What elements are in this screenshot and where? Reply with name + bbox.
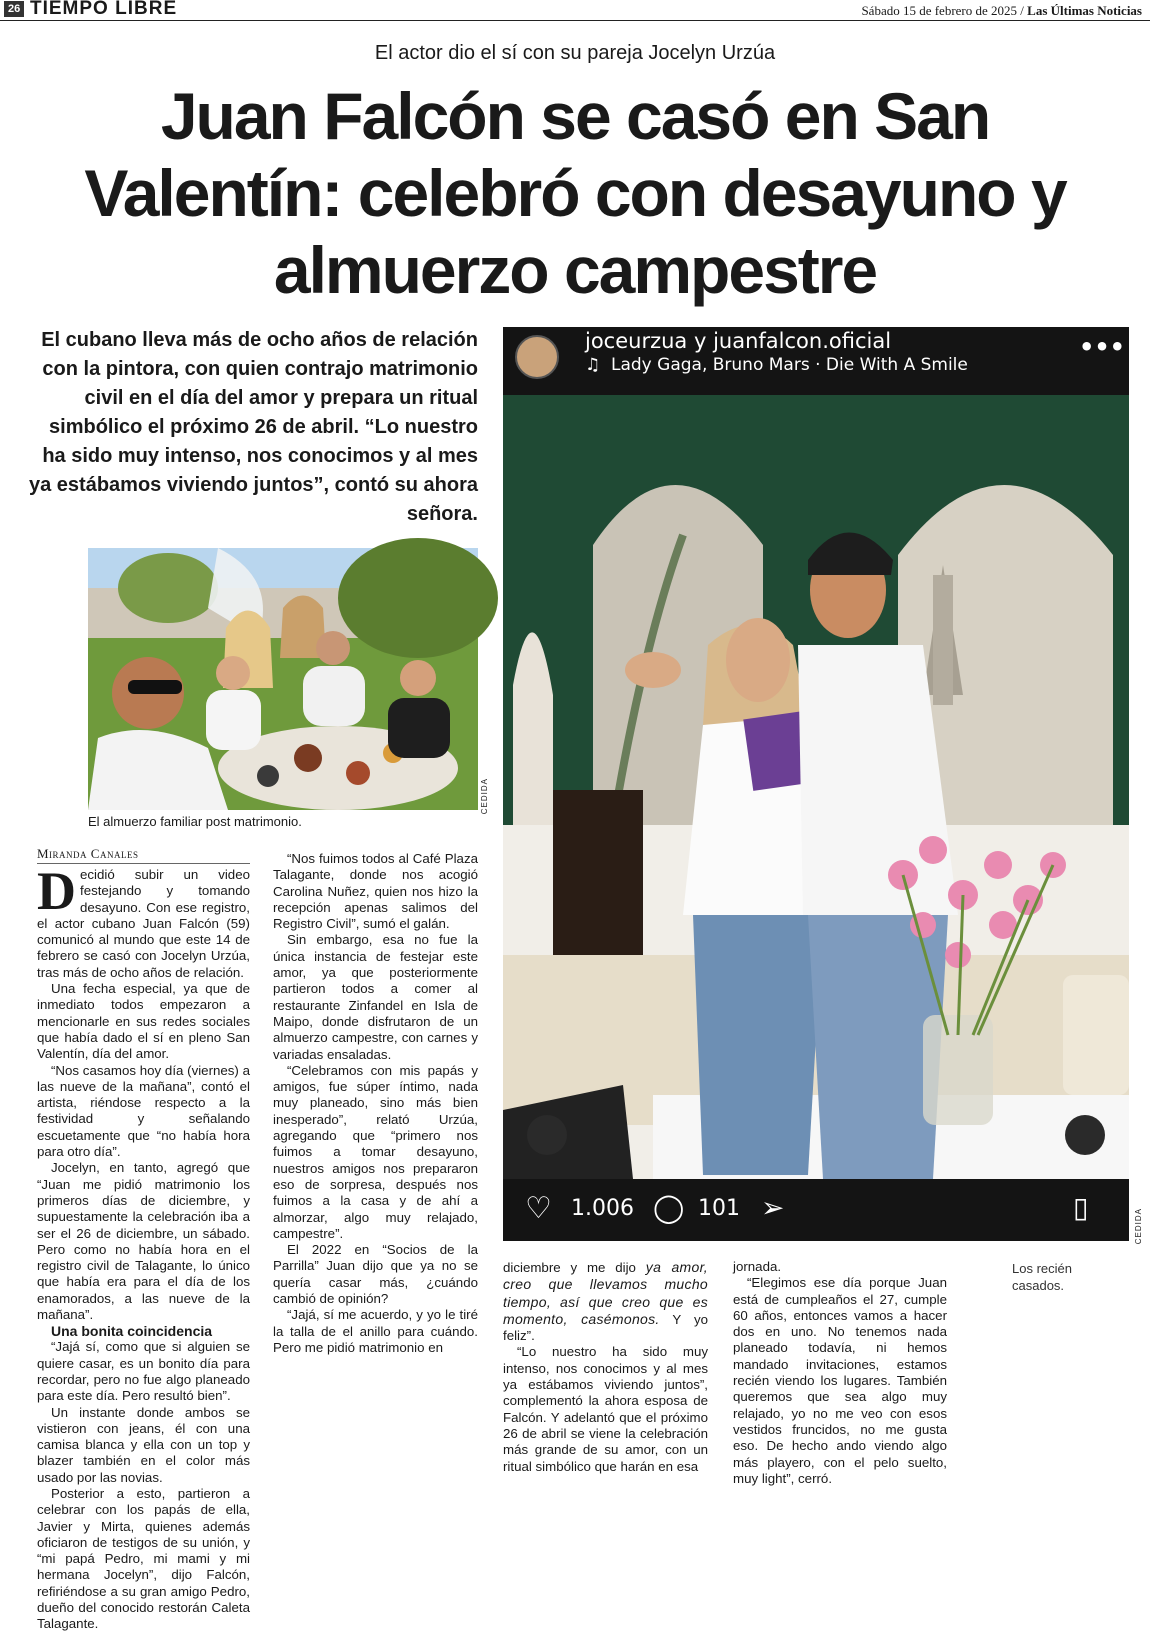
body-column-3 (503, 1259, 708, 1474)
paragraph: Una fecha especial, ya que de inmediato todos empezaron a mencionarle en sus redes sociales que había dado el sí en pleno San Valentín, día del amor. (37, 981, 250, 1062)
quote-italic: ya amor, creo que llevamos mucho tiempo, así que creo que es momento, casémonos. (503, 1259, 708, 1327)
comment-icon[interactable]: ◯ (653, 1191, 685, 1224)
comment-count: 101 (698, 1196, 740, 1221)
paragraph: “Nos fuimos todos al Café Plaza Talagante, donde nos acogió Carolina Nuñez, quien nos hizo la recepción apenas salimos del Registro Civil”, sumó el galán. (273, 851, 478, 932)
section-title: TIEMPO LIBRE (30, 0, 178, 19)
instagram-post-header (503, 327, 1129, 395)
share-icon[interactable]: ➢ (761, 1191, 785, 1224)
publication-name: Las Últimas Noticias (1027, 3, 1142, 18)
article-lead: El cubano lleva más de ocho años de relación con la pintora, con quien contrajo matrimonio civil en el día del amor y prepara un ritual simbólico el próximo 26 de abril. “Lo nuestro ha sido muy intenso, nos conocimos y al mes ya estábamos viviendo juntos”, contó su ahora señora. (29, 329, 478, 525)
body-column-4 (733, 1259, 947, 1486)
music-note-icon: ♫ (585, 355, 601, 375)
couple-photo (503, 395, 1129, 1179)
article-headline: Juan Falcón se casó en San Valentín: celebró con desayuno y almuerzo campestre (84, 79, 1066, 307)
paragraph: Sin embargo, esa no fue la única instancia de festejar este amor, ya que posteriormente partieron todos a comer al restaurante Zinfandel en Isla de Maipo, donde disfrutaron de un almuerzo campestre, con carnes y variadas ensaladas. (273, 932, 478, 1062)
paragraph-text: Y yo feliz”. (503, 1311, 708, 1344)
body-column-2 (273, 851, 478, 1470)
paragraph: El 2022 en “Socios de la Parrilla” Juan dijo que ya no se quería casar más, ¿cuándo cambió de opinión? (273, 1242, 478, 1307)
instagram-action-bar (503, 1179, 1129, 1241)
like-count: 1.006 (571, 1196, 634, 1221)
body-column-1 (37, 861, 250, 1632)
photo1-credit: CEDIDA (480, 778, 489, 815)
paragraph (503, 1259, 708, 1344)
like-heart-icon[interactable]: ♡ (525, 1191, 552, 1226)
drop-cap: D (37, 861, 76, 921)
lunch-photo (88, 548, 478, 810)
bookmark-icon[interactable]: ▯ (1073, 1191, 1089, 1224)
paragraph: Un instante donde ambos se vistieron con jeans, él con una camisa blanca y ella con un top y blazer también en el color más usado por las novias. (37, 1404, 250, 1485)
avatar (515, 335, 559, 379)
paragraph-text: diciembre y me dijo (503, 1260, 646, 1275)
paragraph: “Jajá sí, como que si alguien se quiere casar, es un bonito día para recordar, pero no fue algo planeado para este día. Pero resultó bien”. (37, 1339, 250, 1404)
paragraph: “Lo nuestro ha sido muy intenso, nos conocimos y al mes ya estábamos viviendo juntos”, complementó la ahora esposa de Falcón. Y adelantó que el próximo 26 de abril se viene la celebración más grande de su amor, con un ritual simbólico que harán en esa (503, 1344, 708, 1474)
author-name: Miranda Canales (37, 846, 139, 861)
paragraph: Jocelyn, en tanto, agregó que “Juan me pidió matrimonio los primeros días de diciembre, y supuestamente la celebración iba a ser el 26 de diciembre, un sábado. Pero como no había hora en el registro civil de Talagante, lo único que había era para el día de los enamorados, a las nueve de la mañana”. (37, 1160, 250, 1323)
photo1-caption: El almuerzo familiar post matrimonio. (88, 814, 302, 829)
paragraph: Posterior a esto, partieron a celebrar con los papás de ella, Javier y Mirta, quienes además oficiaron de testigos de su unión, y “mi papá Pedro, mi mami y mi hermana Jocelyn”, dijo Falcón, refiriéndose a su gran amigo Pedro, dueño del conocido restorán Caleta Talagante. (37, 1485, 250, 1632)
instagram-song: Lady Gaga, Bruno Mars · Die With A Smile (611, 355, 968, 375)
paragraph: “Nos casamos hoy día (viernes) a las nueve de la mañana”, contó el artista, riéndose respecto a la festividad y señalando escuetamente que “no había hora para otro día”. (37, 1062, 250, 1160)
page-number: 26 (4, 1, 24, 17)
paragraph: “Celebramos con mis papás y amigos, fue súper íntimo, nada muy planeado, sino más bien inesperado”, relató Urzúa, agregando que “primero nos fuimos a tomar desayuno, nuestros amigos nos prepararon eso de sorpresa, después nos fuimos a la casa y de ahí a almorzar, algo muy relajado, campestre”. (273, 1062, 478, 1241)
more-options-icon: ••• (1079, 333, 1126, 361)
issue-date: Sábado 15 de febrero de 2025 (861, 3, 1018, 18)
dateline (861, 3, 1142, 19)
article-kicker: El actor dio el sí con su pareja Jocelyn Urzúa (374, 42, 776, 64)
photo2-caption: Los recién casados. (1012, 1261, 1072, 1293)
paragraph: “Elegimos ese día porque Juan está de cumpleaños el 27, cumple 60 años, entonces vamos a hacer dos en uno. No tenemos nada planeado todavía, ni hemos mandado invitaciones, estamos recién viendo los lugares. También queremos que sea algo muy relajado, yo no me veo con esos vestidos fruncidos, no me gusta eso. De hecho ando viendo algo más playero, con el pelo suelto, muy light”, cerró. (733, 1275, 947, 1486)
subheading: Una bonita coincidencia (51, 1323, 213, 1340)
photo2-credit: CEDIDA (1134, 1208, 1143, 1245)
paragraph: ecidió subir un video festejando y tomando desayuno. Con ese registro, el actor cubano Juan Falcón (59) comunicó al mundo que este 14 de febrero se casó con Jocelyn Urzúa, tras más de ocho años de relación. (37, 867, 250, 980)
instagram-usernames: joceurzua y juanfalcon.oficial (585, 329, 892, 353)
dateline-separator: / (1020, 3, 1024, 18)
instagram-post (503, 327, 1129, 1241)
paragraph: jornada. (733, 1259, 782, 1274)
paragraph: “Jajá, sí me acuerdo, y yo le tiré la talla de el anillo para cuándo. Pero me pidió matrimonio en (273, 1307, 478, 1355)
